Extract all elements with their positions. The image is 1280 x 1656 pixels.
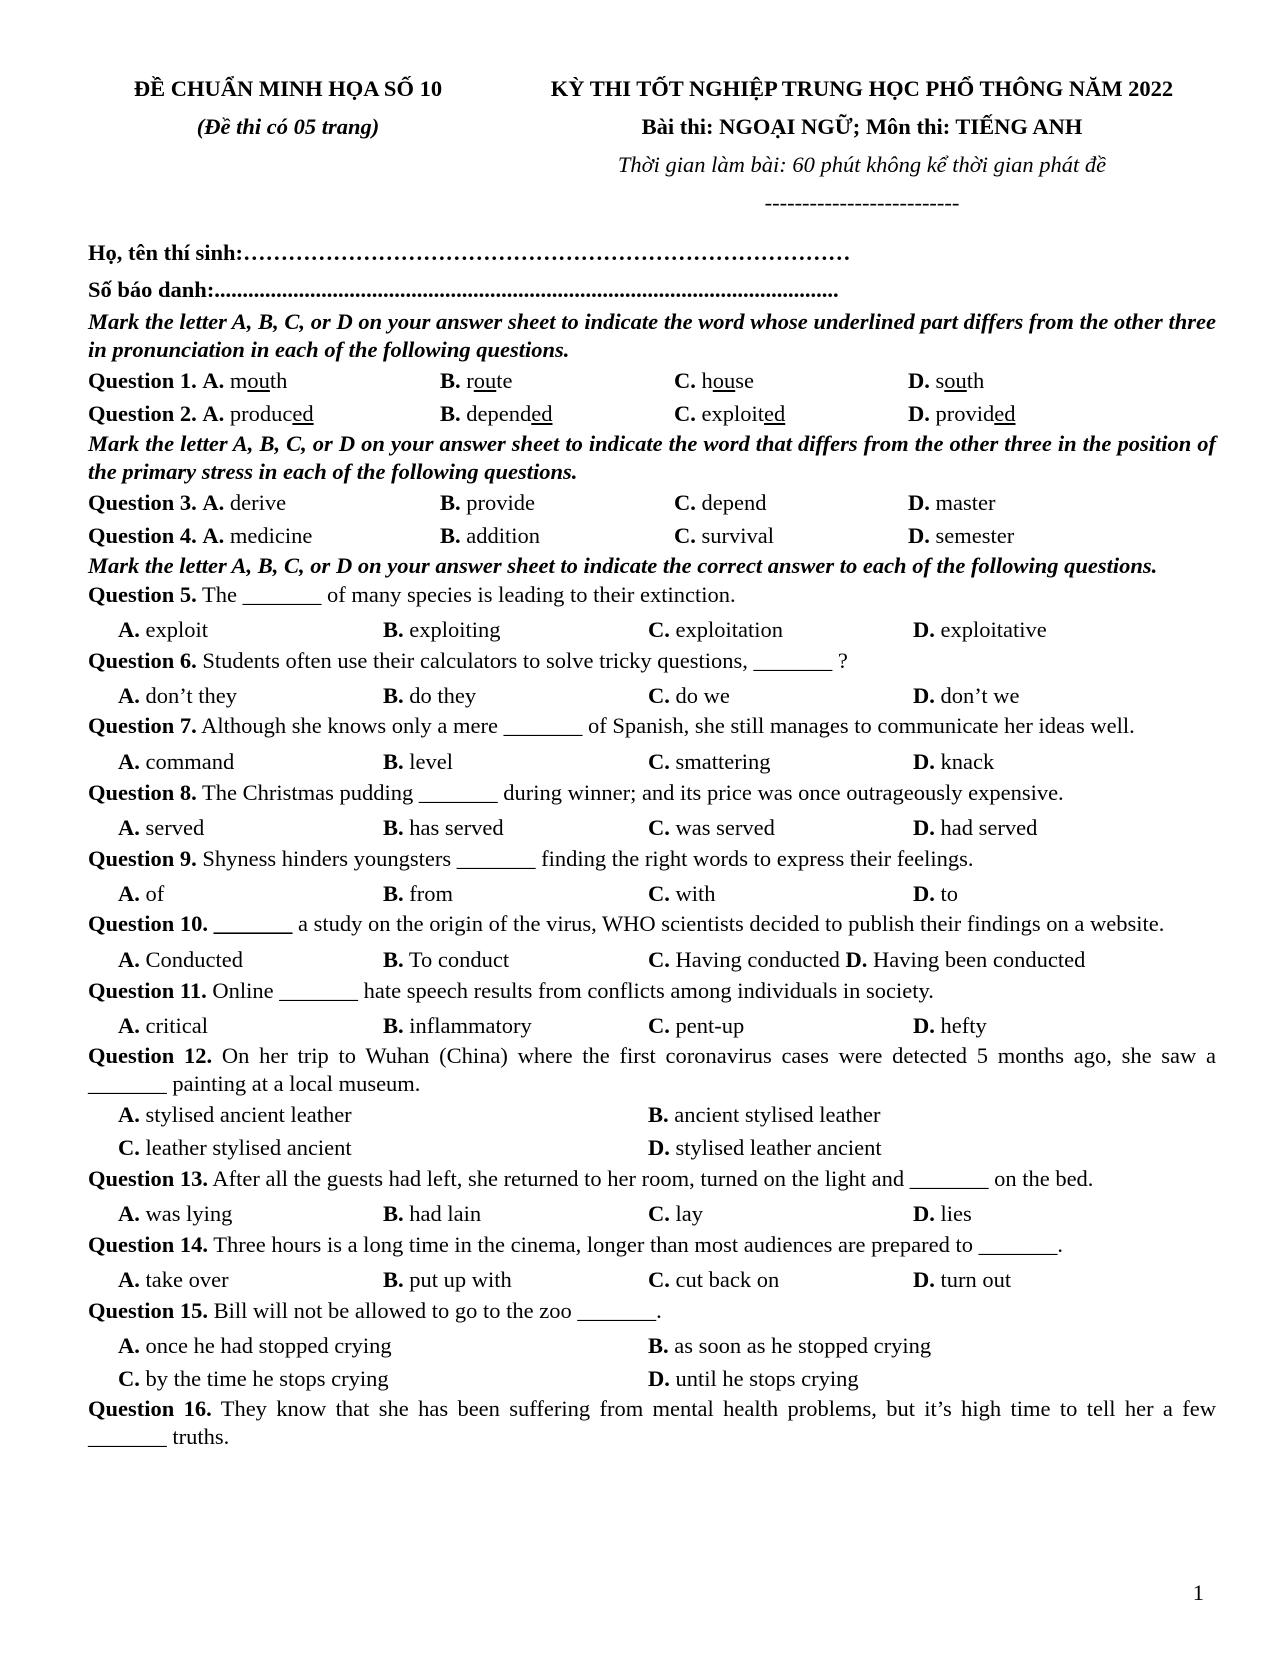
option-letter: A. xyxy=(118,1102,140,1127)
exam-title: KỲ THI TỐT NGHIỆP TRUNG HỌC PHỔ THÔNG NĂM 2022 xyxy=(550,76,1174,101)
question-label: Question 16. xyxy=(88,1396,212,1421)
option-b: addition xyxy=(466,523,541,548)
option-d: hefty xyxy=(940,1013,987,1038)
option-letter: D. xyxy=(913,1267,935,1292)
question-1 xyxy=(88,364,1216,397)
options-15-ab xyxy=(88,1329,1216,1362)
option-letter: A. xyxy=(202,490,225,515)
option-letter: C. xyxy=(648,1013,670,1038)
option-b: To conduct xyxy=(408,947,510,972)
option-letter: D. xyxy=(913,1013,935,1038)
option-letter: A. xyxy=(202,401,225,426)
option-letter: D. xyxy=(845,947,868,972)
option-d: lies xyxy=(940,1201,972,1226)
option-c: lay xyxy=(675,1201,703,1226)
option-a: take over xyxy=(145,1267,229,1292)
question-2 xyxy=(88,397,1216,430)
option-letter: A. xyxy=(118,1013,140,1038)
option-d: exploitative xyxy=(940,617,1047,642)
option-b: depended xyxy=(466,401,553,426)
option-b: do they xyxy=(409,683,477,708)
exam-page xyxy=(88,70,1216,1451)
options-12-ab xyxy=(88,1098,1216,1131)
question-label: Question 7. xyxy=(88,713,197,738)
option-letter: A. xyxy=(118,683,140,708)
option-letter: D. xyxy=(908,523,930,548)
option-c: was served xyxy=(675,815,775,840)
option-b: provide xyxy=(466,490,535,515)
options-15-cd xyxy=(88,1362,1216,1395)
options-14 xyxy=(88,1263,1216,1296)
option-b: exploiting xyxy=(409,617,501,642)
question-text: On her trip to Wuhan (China) where the first coronavirus cases were detected 5 months ago, she saw a _______ painting at a local museum. xyxy=(88,1043,1217,1096)
option-c: house xyxy=(701,368,754,393)
options-12-cd xyxy=(88,1131,1216,1164)
page-number: 1 xyxy=(1192,1580,1204,1605)
option-letter: A. xyxy=(118,749,140,774)
question-label: Question 14. xyxy=(88,1232,209,1257)
option-letter: B. xyxy=(383,947,404,972)
option-d: don’t we xyxy=(940,683,1020,708)
question-13 xyxy=(88,1164,1216,1197)
question-text: Three hours is a long time in the cinema, longer than most audiences are prepared to _______. xyxy=(213,1232,1063,1257)
option-b: put up with xyxy=(409,1267,512,1292)
question-label: Question 11. xyxy=(88,978,207,1003)
question-text: After all the guests had left, she returned to her room, turned on the light and _______ on the bed. xyxy=(212,1166,1094,1191)
option-c: depend xyxy=(701,490,767,515)
question-8 xyxy=(88,778,1216,811)
exam-time: Thời gian làm bài: 60 phút không kể thời gian phát đề xyxy=(617,152,1107,177)
question-label: Question 10. xyxy=(88,911,209,936)
option-letter: C. xyxy=(648,1267,670,1292)
question-label: Question 6. xyxy=(88,648,197,673)
header-separator: -------------------------- xyxy=(764,190,960,215)
option-c: by the time he stops crying xyxy=(145,1366,389,1391)
option-letter: A. xyxy=(202,523,225,548)
option-letter: A. xyxy=(118,815,140,840)
option-letter: D. xyxy=(913,683,935,708)
candidate-number-field: Số báo danh:............................................................................................................... xyxy=(88,277,839,302)
option-letter: C. xyxy=(674,401,696,426)
question-label: Question 5. xyxy=(88,582,197,607)
option-a: was lying xyxy=(145,1201,233,1226)
option-letter: B. xyxy=(383,881,404,906)
header-left xyxy=(88,70,488,222)
option-d: knack xyxy=(940,749,995,774)
question-text: The _______ of many species is leading to their extinction. xyxy=(201,582,736,607)
option-b: as soon as he stopped crying xyxy=(674,1333,932,1358)
question-4 xyxy=(88,519,1216,552)
question-label: Question 9. xyxy=(88,846,197,871)
option-letter: D. xyxy=(913,881,935,906)
option-c: cut back on xyxy=(675,1267,780,1292)
options-9 xyxy=(88,877,1216,910)
options-7 xyxy=(88,745,1216,778)
question-blank: _______ xyxy=(213,911,293,936)
question-label: Question 12. xyxy=(88,1043,213,1068)
question-text: Online _______ hate speech results from conflicts among individuals in society. xyxy=(212,978,934,1003)
option-a: medicine xyxy=(229,523,313,548)
option-c: smattering xyxy=(675,749,771,774)
option-a: Conducted xyxy=(145,947,243,972)
question-3 xyxy=(88,486,1216,519)
option-letter: B. xyxy=(440,523,461,548)
option-letter: C. xyxy=(648,881,670,906)
option-letter: B. xyxy=(383,815,404,840)
option-a: mouth xyxy=(229,368,288,393)
option-letter: A. xyxy=(118,947,140,972)
option-c: leather stylised ancient xyxy=(145,1135,352,1160)
question-text: a study on the origin of the virus, WHO scientists decided to publish their findings on a website. xyxy=(298,911,1165,936)
option-d: turn out xyxy=(940,1267,1012,1292)
question-label: Question 15. xyxy=(88,1298,209,1323)
option-c: exploitation xyxy=(675,617,783,642)
option-d: until he stops crying xyxy=(675,1366,859,1391)
option-letter: B. xyxy=(383,749,404,774)
option-b: route xyxy=(466,368,513,393)
option-letter: D. xyxy=(648,1135,670,1160)
option-letter: D. xyxy=(913,1201,935,1226)
page-count-note: (Đề thi có 05 trang) xyxy=(196,114,380,139)
option-b: from xyxy=(409,881,454,906)
question-text: Shyness hinders youngsters _______ finding the right words to express their feelings. xyxy=(202,846,974,871)
option-letter: B. xyxy=(440,368,461,393)
question-label: Question 3. xyxy=(88,490,197,515)
option-letter: A. xyxy=(118,881,140,906)
option-letter: A. xyxy=(118,1267,140,1292)
option-letter: D. xyxy=(908,368,930,393)
option-letter: B. xyxy=(648,1333,669,1358)
option-letter: C. xyxy=(648,947,670,972)
option-d: had served xyxy=(940,815,1038,840)
option-c: exploited xyxy=(701,401,786,426)
option-letter: C. xyxy=(674,523,696,548)
option-a: served xyxy=(145,815,205,840)
option-letter: A. xyxy=(118,617,140,642)
option-a: once he had stopped crying xyxy=(145,1333,392,1358)
option-a: produced xyxy=(229,401,314,426)
question-11 xyxy=(88,976,1216,1009)
option-letter: D. xyxy=(908,490,930,515)
question-9 xyxy=(88,844,1216,877)
instruction-stress: Mark the letter A, B, C, or D on your answer sheet to indicate the word that differs from the other three in the position of the primary stress in each of the following questions. xyxy=(88,431,1216,484)
option-c: do we xyxy=(675,683,730,708)
option-a: of xyxy=(145,881,165,906)
question-label: Question 8. xyxy=(88,780,197,805)
option-c: Having conducted xyxy=(675,947,840,972)
option-letter: C. xyxy=(648,617,670,642)
option-a: exploit xyxy=(145,617,208,642)
options-11 xyxy=(88,1009,1216,1042)
options-6 xyxy=(88,679,1216,712)
option-letter: B. xyxy=(383,1201,404,1226)
option-letter: B. xyxy=(440,401,461,426)
question-6 xyxy=(88,646,1216,679)
options-13 xyxy=(88,1197,1216,1230)
instruction-correct-answer: Mark the letter A, B, C, or D on your answer sheet to indicate the correct answer to each of the following questions. xyxy=(88,553,1158,578)
instruction-pronunciation: Mark the letter A, B, C, or D on your answer sheet to indicate the word whose underlined part differs from the other three in pronunciation in each of the following questions. xyxy=(88,309,1216,362)
option-letter: B. xyxy=(383,617,404,642)
option-c: survival xyxy=(701,523,774,548)
option-d: provided xyxy=(935,401,1016,426)
option-letter: C. xyxy=(674,368,696,393)
question-label: Question 2. xyxy=(88,401,197,426)
options-5 xyxy=(88,613,1216,646)
question-label: Question 1. xyxy=(88,368,197,393)
candidate-name-field: Họ, tên thí sinh:……………………………………………………………………… xyxy=(88,240,851,265)
exam-header xyxy=(88,70,1216,222)
option-letter: B. xyxy=(648,1102,669,1127)
question-label: Question 13. xyxy=(88,1166,209,1191)
option-letter: C. xyxy=(648,815,670,840)
option-a: stylised ancient leather xyxy=(145,1102,352,1127)
option-letter: A. xyxy=(202,368,225,393)
option-letter: C. xyxy=(648,1201,670,1226)
option-b: ancient stylised leather xyxy=(674,1102,881,1127)
option-c: with xyxy=(675,881,716,906)
options-8 xyxy=(88,811,1216,844)
option-a: critical xyxy=(145,1013,208,1038)
question-text: Although she knows only a mere _______ of Spanish, she still manages to communicate her ideas well. xyxy=(201,713,1135,738)
options-10 xyxy=(88,943,1216,976)
option-b: had lain xyxy=(409,1201,482,1226)
question-12 xyxy=(88,1042,1216,1098)
question-7 xyxy=(88,712,1216,745)
option-d: stylised leather ancient xyxy=(675,1135,882,1160)
option-letter: D. xyxy=(913,815,935,840)
option-letter: C. xyxy=(648,749,670,774)
option-letter: C. xyxy=(118,1135,140,1160)
option-d: semester xyxy=(935,523,1015,548)
question-text: They know that she has been suffering from mental health problems, but it’s high time to tell her a few _______ truths. xyxy=(88,1396,1216,1449)
option-c: pent-up xyxy=(675,1013,745,1038)
option-b: has served xyxy=(409,815,504,840)
option-b: level xyxy=(409,749,453,774)
question-15 xyxy=(88,1296,1216,1329)
option-a: don’t they xyxy=(145,683,237,708)
question-5 xyxy=(88,580,1216,613)
question-label: Question 4. xyxy=(88,523,197,548)
option-letter: B. xyxy=(383,1267,404,1292)
option-letter: C. xyxy=(674,490,696,515)
question-text: The Christmas pudding _______ during winner; and its price was once outrageously expensive. xyxy=(201,780,1064,805)
option-d: Having been conducted xyxy=(872,947,1086,972)
question-text: Students often use their calculators to solve tricky questions, _______ ? xyxy=(202,648,848,673)
header-right xyxy=(488,70,1216,222)
option-letter: B. xyxy=(383,683,404,708)
question-16 xyxy=(88,1395,1216,1451)
question-10 xyxy=(88,910,1216,943)
option-d: south xyxy=(935,368,985,393)
option-d: to xyxy=(940,881,959,906)
option-letter: C. xyxy=(118,1366,140,1391)
option-a: derive xyxy=(229,490,287,515)
option-d: master xyxy=(935,490,996,515)
option-letter: D. xyxy=(908,401,930,426)
option-letter: A. xyxy=(118,1333,140,1358)
option-a: command xyxy=(145,749,235,774)
option-letter: B. xyxy=(440,490,461,515)
exam-subject: Bài thi: NGOẠI NGỮ; Môn thi: TIẾNG ANH xyxy=(641,114,1083,139)
question-14 xyxy=(88,1230,1216,1263)
option-letter: D. xyxy=(913,617,935,642)
option-letter: D. xyxy=(648,1366,670,1391)
question-text: Bill will not be allowed to go to the zoo _______. xyxy=(213,1298,662,1323)
exam-code-title: ĐỀ CHUẨN MINH HỌA SỐ 10 xyxy=(133,76,443,101)
option-letter: A. xyxy=(118,1201,140,1226)
option-b: inflammatory xyxy=(409,1013,532,1038)
option-letter: D. xyxy=(913,749,935,774)
option-letter: B. xyxy=(383,1013,404,1038)
option-letter: C. xyxy=(648,683,670,708)
